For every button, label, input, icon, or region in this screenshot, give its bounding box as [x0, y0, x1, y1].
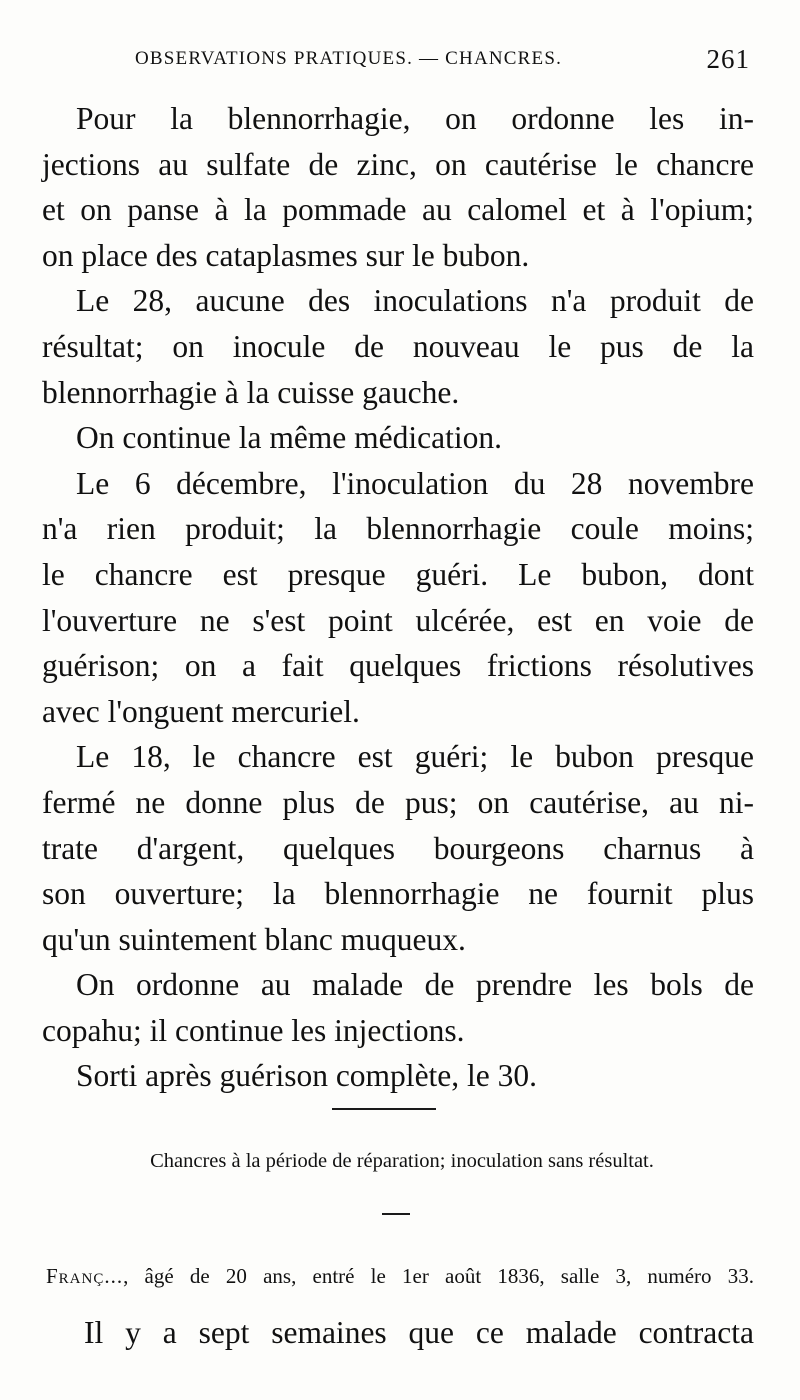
running-title: OBSERVATIONS PRATIQUES. — CHANCRES.	[135, 48, 563, 69]
text-line: Pour la blennorrhagie, on ordonne les in-	[76, 101, 754, 136]
case-details: , âgé de 20 ans, entré le 1er août 1836, salle 3, numéro 33.	[123, 1264, 754, 1288]
text-line: trate d'argent, quelques bourgeons charnus à	[42, 830, 754, 866]
text-line: copahu; il continue les injections.	[42, 1012, 465, 1048]
text-line: guérison; on a fait quelques frictions résolutives	[42, 648, 754, 684]
patient-name: Franç...	[46, 1264, 124, 1288]
text-line: Le 28, aucune des inoculations n'a produit de	[76, 283, 754, 319]
text-line: fermé ne donne plus de pus; on cautérise, au ni-	[42, 784, 754, 820]
text-line: Le 6 décembre, l'inoculation du 28 novembre	[76, 465, 754, 501]
text-line: jections au sulfate de zinc, on cautérise le chancre	[42, 146, 754, 182]
text-line: et on panse à la pommade au calomel et à l'opium;	[42, 192, 754, 228]
text-line: n'a rien produit; la blennorrhagie coule moins;	[42, 511, 754, 547]
text-line: l'ouverture ne s'est point ulcérée, est en voie de	[42, 602, 754, 638]
short-divider-rule	[382, 1213, 410, 1215]
page-number: 261	[706, 44, 750, 74]
text-line: On ordonne au malade de prendre les bols de	[76, 967, 754, 1003]
running-head	[135, 44, 750, 78]
text-line: son ouverture; la blennorrhagie ne fournit plus	[42, 876, 754, 912]
text-line-final: Il y a sept semaines que ce malade contracta	[84, 1315, 754, 1350]
text-line: Sorti après guérison complète, le 30.	[76, 1058, 538, 1094]
text-line: avec l'onguent mercuriel.	[42, 693, 360, 729]
body-text	[42, 96, 754, 1099]
text-line: résultat; on inocule de nouveau le pus de la	[42, 328, 754, 364]
section-divider-rule	[332, 1108, 436, 1110]
text-line: qu'un suintement blanc muqueux.	[42, 921, 466, 957]
text-line: on place des cataplasmes sur le bubon.	[42, 237, 530, 273]
section-caption: Chancres à la période de réparation; inoculation sans résultat.	[150, 1150, 654, 1172]
case-header	[46, 1264, 754, 1289]
text-line: blennorrhagie à la cuisse gauche.	[42, 374, 460, 410]
text-line: Le 18, le chancre est guéri; le bubon presque	[76, 739, 754, 775]
text-line: le chancre est presque guéri. Le bubon, dont	[42, 556, 754, 592]
text-line: On continue la même médication.	[76, 420, 502, 456]
